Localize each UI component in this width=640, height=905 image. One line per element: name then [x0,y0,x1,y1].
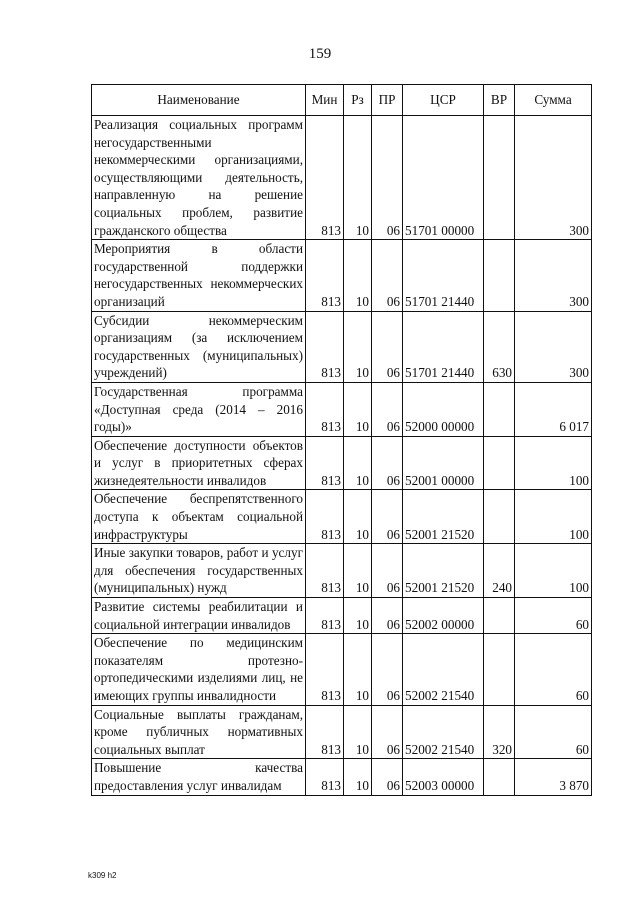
cell-csr: 52002 21540 [403,634,484,705]
table-body [92,116,592,796]
cell-sum: 6 017 [515,382,592,436]
cell-vr [484,436,515,490]
page-number: 159 [308,46,332,62]
cell-rz: 10 [344,598,372,634]
header-rz: Рз [344,85,372,116]
cell-min: 813 [306,705,344,759]
cell-sum: 100 [515,436,592,490]
cell-name: Реализация социальных программ негосударственными некоммерческими организациями, осуществляющими деятельность, направленную на решение социальных проблем, развитие гражданского общества [92,116,306,240]
cell-name: Повышение качества предоставления услуг инвалидам [92,759,306,795]
cell-pr: 06 [372,116,403,240]
table-row [92,116,592,240]
cell-csr: 52000 00000 [403,382,484,436]
cell-pr: 06 [372,490,403,544]
cell-pr: 06 [372,436,403,490]
cell-rz: 10 [344,311,372,382]
cell-vr [484,490,515,544]
cell-pr: 06 [372,240,403,311]
header-pr: ПР [372,85,403,116]
cell-csr: 52001 21520 [403,490,484,544]
cell-min: 813 [306,759,344,795]
cell-name: Обеспечение по медицинским показателям протезно-ортопедическими изделиями лиц, не имеющих группы инвалидности [92,634,306,705]
cell-csr: 51701 00000 [403,116,484,240]
cell-vr [484,382,515,436]
header-name: Наименование [92,85,306,116]
table-row [92,634,592,705]
table-row [92,240,592,311]
cell-min: 813 [306,240,344,311]
cell-min: 813 [306,382,344,436]
cell-min: 813 [306,116,344,240]
cell-name: Развитие системы реабилитации и социальной интеграции инвалидов [92,598,306,634]
cell-name: Государственная программа «Доступная среда (2014 – 2016 годы)» [92,382,306,436]
cell-name: Иные закупки товаров, работ и услуг для обеспечения государственных (муниципальных) нужд [92,544,306,598]
cell-sum: 300 [515,311,592,382]
header-csr: ЦСР [403,85,484,116]
cell-name: Субсидии некоммерческим организациям (за исключением государственных (муниципальных) учреждений) [92,311,306,382]
cell-min: 813 [306,634,344,705]
cell-rz: 10 [344,490,372,544]
table-row [92,490,592,544]
cell-min: 813 [306,544,344,598]
cell-sum: 300 [515,240,592,311]
cell-vr [484,634,515,705]
table-row [92,436,592,490]
cell-csr: 51701 21440 [403,240,484,311]
cell-pr: 06 [372,634,403,705]
cell-vr [484,598,515,634]
cell-rz: 10 [344,116,372,240]
budget-table [91,84,592,796]
cell-pr: 06 [372,705,403,759]
cell-rz: 10 [344,705,372,759]
cell-pr: 06 [372,382,403,436]
cell-name: Обеспечение беспрепятственного доступа к объектам социальной инфраструктуры [92,490,306,544]
cell-pr: 06 [372,544,403,598]
cell-csr: 51701 21440 [403,311,484,382]
cell-sum: 300 [515,116,592,240]
cell-sum: 3 870 [515,759,592,795]
cell-csr: 52003 00000 [403,759,484,795]
table-row [92,311,592,382]
cell-rz: 10 [344,759,372,795]
cell-vr [484,759,515,795]
cell-min: 813 [306,436,344,490]
header-min: Мин [306,85,344,116]
table-header-row [92,85,592,116]
cell-csr: 52001 21520 [403,544,484,598]
cell-sum: 60 [515,705,592,759]
cell-sum: 100 [515,490,592,544]
cell-name: Обеспечение доступности объектов и услуг в приоритетных сферах жизнедеятельности инвалидов [92,436,306,490]
cell-pr: 06 [372,759,403,795]
cell-name: Мероприятия в области государственной поддержки негосударственных некоммерческих организаций [92,240,306,311]
cell-vr: 240 [484,544,515,598]
cell-sum: 60 [515,634,592,705]
cell-csr: 52001 00000 [403,436,484,490]
footer-code: k309 h2 [88,871,117,880]
cell-vr: 320 [484,705,515,759]
cell-min: 813 [306,490,344,544]
table-row [92,705,592,759]
cell-rz: 10 [344,436,372,490]
cell-pr: 06 [372,311,403,382]
cell-rz: 10 [344,382,372,436]
header-sum: Сумма [515,85,592,116]
cell-csr: 52002 21540 [403,705,484,759]
cell-pr: 06 [372,598,403,634]
cell-vr [484,116,515,240]
cell-name: Социальные выплаты гражданам, кроме публичных нормативных социальных выплат [92,705,306,759]
cell-rz: 10 [344,240,372,311]
cell-min: 813 [306,311,344,382]
table-row [92,598,592,634]
table-row [92,382,592,436]
table-row [92,759,592,795]
cell-sum: 60 [515,598,592,634]
cell-csr: 52002 00000 [403,598,484,634]
cell-min: 813 [306,598,344,634]
cell-rz: 10 [344,544,372,598]
cell-vr: 630 [484,311,515,382]
table-row [92,544,592,598]
cell-sum: 100 [515,544,592,598]
cell-vr [484,240,515,311]
cell-rz: 10 [344,634,372,705]
header-vr: ВР [484,85,515,116]
